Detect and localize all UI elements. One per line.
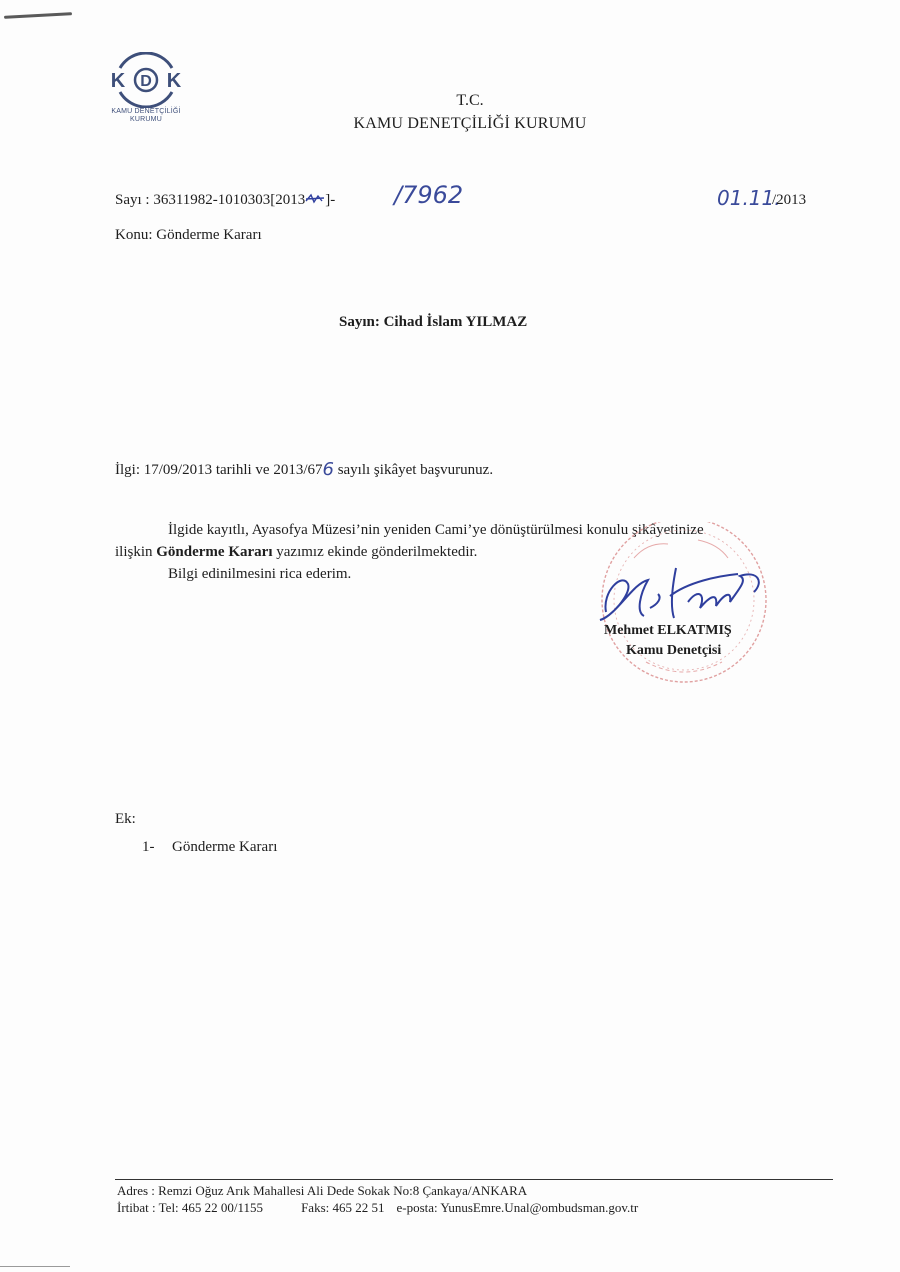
attachment-number: 1- (142, 839, 155, 855)
attachments-label: Ek: (115, 811, 136, 827)
footer-contact-label: İrtibat (117, 1200, 149, 1215)
scan-artifact-line (4, 12, 72, 19)
ilgi-text-after: sayılı şikâyet başvurunuz. (333, 462, 494, 478)
header-tc: T.C. (456, 92, 484, 109)
sayi-tail: ]- (325, 192, 336, 208)
sayi-strikethrough (305, 193, 325, 203)
footer-divider (115, 1179, 833, 1180)
body-line-1: İlgide kayıtlı, Ayasofya Müzesi’nin yeniden Cami’ye dönüştürülmesi konulu şikâyetinize (168, 522, 704, 538)
body-line-2-bold: Gönderme Kararı (156, 544, 273, 560)
sayi-value: 36311982-1010303[2013 (153, 192, 306, 208)
logo-letter-k1: K (110, 70, 126, 92)
ilgi-handwritten-digit: 6 (322, 459, 334, 480)
scan-artifact-line-bottom (0, 1266, 70, 1267)
date-year: /2013 (772, 192, 807, 208)
reference-line (115, 458, 493, 479)
ilgi-text-before: İlgi: 17/09/2013 tarihli ve 2013/67 (115, 462, 323, 478)
date-handwritten: 01.11. (717, 186, 781, 210)
konu-label: Konu: (115, 227, 157, 243)
footer-address (117, 1183, 527, 1199)
logo-caption-line2: KURUMU (130, 116, 162, 123)
reference-number-line (115, 192, 335, 209)
footer-address-value: : Remzi Oğuz Arık Mahallesi Ali Dede Sokak No:8 Çankaya/ANKARA (148, 1183, 528, 1198)
footer-email[interactable]: e-posta: YunusEmre.Unal@ombudsman.gov.tr (396, 1200, 639, 1215)
footer-fax: Faks: 465 22 51 (301, 1200, 385, 1215)
subject-line (115, 227, 262, 244)
footer-contact (117, 1200, 638, 1216)
addressee: Sayın: Cihad İslam YILMAZ (339, 314, 528, 330)
official-stamp-and-signature (588, 522, 788, 692)
header-organization: KAMU DENETÇİLİĞİ KURUMU (353, 115, 587, 132)
signatory-title: Kamu Denetçisi (626, 643, 722, 658)
konu-value: Gönderme Kararı (156, 227, 262, 243)
body-line-2-after: yazımız ekinde gönderilmektedir. (272, 544, 478, 560)
body-line-3: Bilgi edinilmesini rica ederim. (168, 566, 352, 582)
attachment-text: Gönderme Kararı (172, 839, 278, 855)
logo-letter-d: D (140, 73, 152, 90)
signatory-name: Mehmet ELKATMIŞ (604, 623, 732, 638)
signature-block (588, 522, 788, 692)
footer-address-label: Adres (117, 1183, 149, 1198)
sayi-label: Sayı : (115, 192, 154, 208)
body-line-2-before: ilişkin (115, 544, 157, 560)
logo-letter-k2: K (166, 70, 182, 92)
sayi-handwritten-number: /7962 (394, 181, 464, 209)
attachment-item (142, 839, 277, 856)
footer-tel: : Tel: 465 22 00/1155 (148, 1200, 264, 1215)
logo-caption-line1: KAMU DENETÇİLİĞİ (111, 108, 181, 115)
